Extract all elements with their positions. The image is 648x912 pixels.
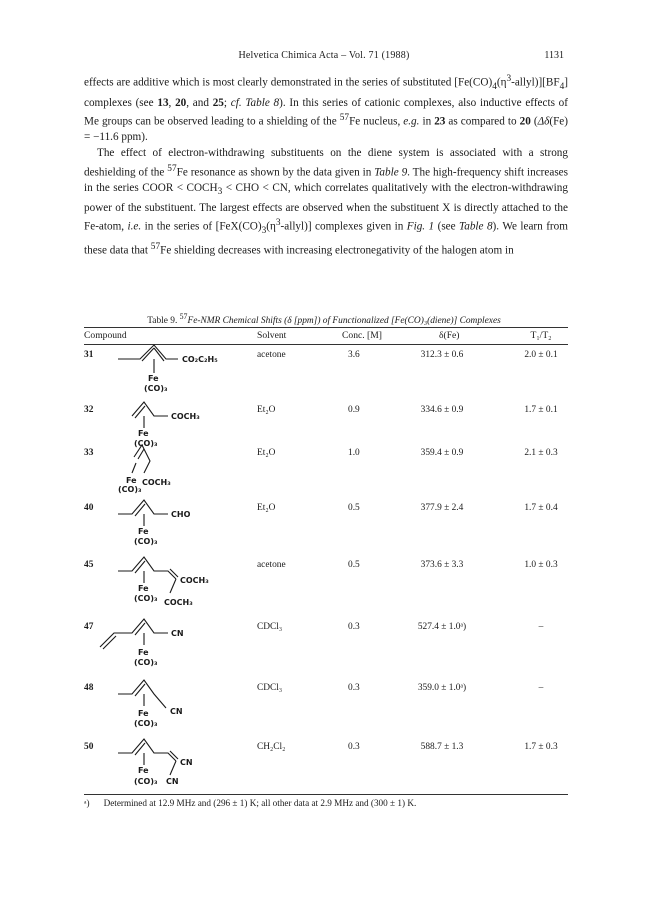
subscript: 4 bbox=[492, 81, 497, 92]
text-run: (Fe) = −11.6 ppm). bbox=[84, 115, 568, 144]
concentration: 0.9 bbox=[348, 405, 360, 415]
diene-structure-drawing bbox=[98, 678, 278, 740]
text-run: < CHO < CN, which correlates qualitatively with the electron-withdrawing power of the substituent. The largest effects are observed when the substituent X is directly attached to the Fe-atom, bbox=[84, 182, 568, 234]
structure-50 bbox=[98, 737, 278, 799]
figure-ref: Fig. 1 bbox=[406, 221, 435, 234]
compound-number: 32 bbox=[84, 405, 94, 415]
fe-shift: 334.6 ± 0.9 bbox=[420, 405, 464, 415]
diene-structure-drawing bbox=[98, 443, 278, 505]
superscript: 3 bbox=[506, 74, 512, 84]
caption-title: Fe-NMR Chemical Shifts (δ [ppm]) of Functionalized [Fe(CO)₃(diene)] Complexes bbox=[187, 316, 501, 327]
superscript: 57 bbox=[339, 113, 350, 124]
text-run: ; bbox=[223, 96, 231, 109]
iron-label: Fe bbox=[138, 709, 149, 718]
page-number: 1131 bbox=[544, 50, 564, 61]
col-header-compound: Compound bbox=[84, 330, 127, 341]
solvent: acetone bbox=[257, 560, 286, 570]
diene-structure-drawing bbox=[98, 737, 278, 799]
paragraph-1 bbox=[84, 72, 568, 146]
text-run: in the series of [FeX(CO) bbox=[141, 221, 262, 234]
iron-label: Fe bbox=[148, 374, 159, 383]
text-run: effects are additive which is most clearly demonstrated in the series of substituted [Fe(CO) bbox=[84, 76, 493, 89]
text-run: in bbox=[419, 115, 435, 128]
footnote-text: Determined at 12.9 MHz and (296 ± 1) K; all other data at 2.9 MHz and (300 ± 1) K. bbox=[103, 798, 417, 808]
col-header-solvent: Solvent bbox=[257, 330, 287, 341]
text-run: , and bbox=[186, 96, 213, 109]
relaxation-ratio: 1.7 ± 0.1 bbox=[524, 405, 558, 415]
text-run: ). In this series of cationic complexes, also inductive effects of Me groups can be observed leading to a shielding of the bbox=[84, 96, 569, 128]
text-run: i.e. bbox=[127, 221, 142, 234]
structure-31 bbox=[98, 345, 278, 407]
diene-structure-drawing bbox=[98, 555, 278, 617]
text-run: as compared to bbox=[445, 115, 520, 128]
carbonyl-label: (CO)₃ bbox=[134, 658, 158, 667]
compound-ref: 13 bbox=[157, 96, 169, 109]
substituent-label: COCH₃ bbox=[142, 478, 171, 487]
compound-number: 40 bbox=[84, 503, 94, 513]
superscript: 57 bbox=[179, 312, 188, 321]
fe-shift: 312.3 ± 0.6 bbox=[420, 350, 464, 360]
table-row bbox=[84, 742, 568, 802]
structure-48 bbox=[98, 678, 278, 740]
structure-47 bbox=[98, 617, 278, 679]
text-run: -allyl)][BF bbox=[511, 76, 560, 89]
substituent-label: COCH₃ bbox=[180, 576, 209, 585]
text-run: Fe nucleus, bbox=[349, 115, 404, 128]
substituent-label: CO₂C₂H₅ bbox=[182, 355, 218, 364]
table-ref: Table 9 bbox=[374, 166, 408, 179]
text-run: , bbox=[168, 96, 176, 109]
carbonyl-label: (CO)₃ bbox=[134, 777, 158, 786]
diene-structure-drawing bbox=[98, 498, 278, 560]
structure-40 bbox=[98, 498, 278, 560]
superscript: 57 bbox=[167, 163, 177, 174]
structure-45 bbox=[98, 555, 278, 617]
compound-number: 31 bbox=[84, 350, 94, 360]
compound-number: 47 bbox=[84, 622, 94, 632]
substituent-label: CN bbox=[170, 707, 183, 716]
diene-structure-drawing bbox=[98, 345, 278, 407]
text-run: ] complexes (see bbox=[84, 76, 568, 109]
concentration: 3.6 bbox=[348, 350, 360, 360]
table-rule-top bbox=[84, 327, 568, 328]
compound-ref: 23 bbox=[434, 115, 446, 128]
fe-shift: 588.7 ± 1.3 bbox=[420, 742, 464, 752]
concentration: 0.5 bbox=[348, 503, 360, 513]
carbonyl-label: (CO)₃ bbox=[134, 719, 158, 728]
text-run: Fe shielding decreases with increasing electronegativity of the halogen atom in bbox=[160, 244, 514, 257]
concentration: 0.3 bbox=[348, 742, 360, 752]
fe-shift: 373.6 ± 3.3 bbox=[420, 560, 464, 570]
compound-number: 48 bbox=[84, 683, 94, 693]
iron-label: Fe bbox=[138, 429, 149, 438]
footnote-mark: ᵃ) bbox=[84, 798, 90, 808]
substituent2-label: COCH₃ bbox=[164, 598, 193, 607]
compound-number: 50 bbox=[84, 742, 94, 752]
body-text bbox=[84, 72, 568, 259]
table-ref: Table 8 bbox=[459, 221, 493, 234]
paragraph-2 bbox=[84, 146, 568, 259]
fe-shift: 359.0 ± 1.0ᵃ) bbox=[417, 683, 467, 693]
table-rule-bottom bbox=[84, 794, 568, 795]
carbonyl-label: (CO)₃ bbox=[134, 537, 158, 546]
solvent: CH₂Cl₂ bbox=[257, 742, 286, 752]
structure-33 bbox=[98, 443, 278, 505]
text-run: . The high-frequency shift increases in the series COOR < COCH bbox=[84, 166, 568, 194]
substituent-label: CHO bbox=[171, 510, 191, 519]
table-ref: cf. Table 8 bbox=[230, 96, 280, 109]
subscript: 4 bbox=[559, 81, 565, 92]
compound-ref: 20 bbox=[519, 115, 531, 128]
table-row bbox=[84, 503, 568, 563]
iron-label: Fe bbox=[126, 476, 137, 485]
text-run: -allyl)] complexes given in bbox=[280, 221, 407, 234]
solvent: CDCl₃ bbox=[257, 622, 283, 632]
carbonyl-label: (CO)₃ bbox=[144, 384, 168, 393]
superscript: 3 bbox=[275, 218, 281, 229]
table-caption bbox=[84, 312, 564, 326]
relaxation-ratio: – bbox=[538, 622, 544, 632]
text-run: (see bbox=[434, 221, 460, 234]
compound-number: 33 bbox=[84, 448, 94, 458]
diene-structure-drawing bbox=[98, 617, 278, 679]
text-run: Fe resonance as shown by the data given in bbox=[176, 166, 375, 179]
compound-number: 45 bbox=[84, 560, 94, 570]
superscript: 57 bbox=[150, 241, 161, 252]
text-run: ( bbox=[530, 115, 538, 128]
concentration: 1.0 bbox=[348, 448, 360, 458]
fe-shift: 527.4 ± 1.0ᵃ) bbox=[417, 622, 467, 632]
col-header-relaxation: T₁/T₂ bbox=[530, 330, 552, 341]
substituent-label: CN bbox=[171, 629, 184, 638]
iron-label: Fe bbox=[138, 584, 149, 593]
concentration: 0.3 bbox=[348, 683, 360, 693]
relaxation-ratio: – bbox=[538, 683, 544, 693]
substituent2-label: CN bbox=[166, 777, 179, 786]
solvent: Et₂O bbox=[257, 405, 276, 415]
col-header-shift: δ(Fe) bbox=[439, 330, 460, 341]
text-run: ). We learn from these data that bbox=[84, 221, 568, 257]
running-title: Helvetica Chimica Acta – Vol. 71 (1988) bbox=[238, 50, 410, 61]
fe-shift: 377.9 ± 2.4 bbox=[420, 503, 464, 513]
compound-ref: 20 bbox=[175, 96, 187, 109]
solvent: acetone bbox=[257, 350, 286, 360]
carbonyl-label: (CO)₃ bbox=[118, 485, 142, 494]
iron-label: Fe bbox=[138, 527, 149, 536]
text-run: e.g. bbox=[403, 115, 420, 128]
substituent-label: COCH₃ bbox=[171, 412, 200, 421]
relaxation-ratio: 1.7 ± 0.4 bbox=[524, 503, 558, 513]
relaxation-ratio: 2.1 ± 0.3 bbox=[524, 448, 558, 458]
table-row bbox=[84, 683, 568, 743]
running-head bbox=[84, 50, 564, 64]
carbonyl-label: (CO)₃ bbox=[134, 439, 158, 448]
table-footnote bbox=[84, 798, 568, 808]
table-row bbox=[84, 560, 568, 620]
subscript: 3 bbox=[261, 226, 267, 237]
iron-label: Fe bbox=[138, 648, 149, 657]
relaxation-ratio: 1.0 ± 0.3 bbox=[524, 560, 558, 570]
substituent-label: CN bbox=[180, 758, 193, 767]
text-run: Δδ bbox=[537, 115, 550, 128]
compound-ref: 25 bbox=[212, 96, 224, 109]
col-header-concentration: Conc. [M] bbox=[342, 330, 382, 341]
solvent: CDCl₃ bbox=[257, 683, 283, 693]
solvent: Et₂O bbox=[257, 503, 276, 513]
table-row bbox=[84, 622, 568, 682]
concentration: 0.5 bbox=[348, 560, 360, 570]
iron-label: Fe bbox=[138, 766, 149, 775]
concentration: 0.3 bbox=[348, 622, 360, 632]
text-run: (η bbox=[496, 76, 507, 89]
carbonyl-label: (CO)₃ bbox=[134, 594, 158, 603]
fe-shift: 359.4 ± 0.9 bbox=[420, 448, 464, 458]
relaxation-ratio: 2.0 ± 0.1 bbox=[524, 350, 558, 360]
subscript: 3 bbox=[217, 187, 223, 198]
caption-prefix: Table 9. bbox=[147, 316, 180, 327]
text-run: (η bbox=[266, 221, 276, 234]
solvent: Et₂O bbox=[257, 448, 276, 458]
text-run: The effect of electron-withdrawing substituents on the diene system is associated with a strong deshielding of the bbox=[84, 147, 568, 179]
relaxation-ratio: 1.7 ± 0.3 bbox=[524, 742, 558, 752]
